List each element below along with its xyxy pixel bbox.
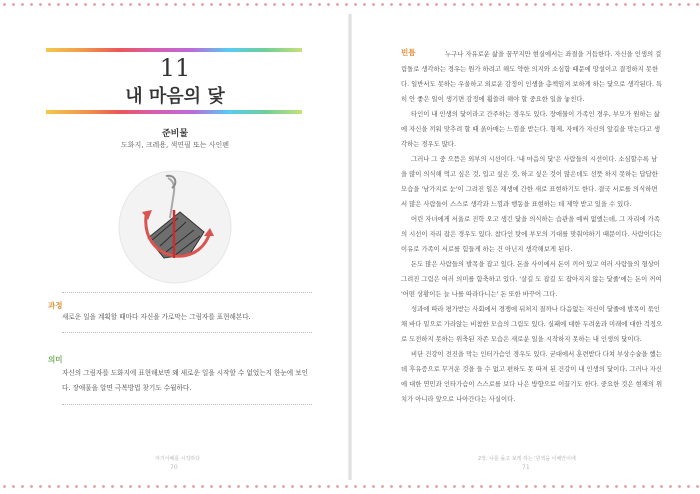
example-paragraph: 돈도 많은 사람들의 발목을 잡고 있다. 돈을 사이에서 돈이 끼어 있고 여러 사람들의 형상이 그려진 그림은 여러 의미를 함축하고 있다. '살길 도 잡길 도 잡아지지 않는 닻줄'에는 돈이 꺼여 '어떤 상황이든 늘 나를 따라다니는' 돈 또한 바꾸어 그다.	[401, 261, 662, 298]
example-paragraph: 타인이 내 인생의 닻이라고 간주하는 경우도 있다. 장애물이 가족인 경우, 부모가 원하는 삶에 자신을 끼워 맞추려 할 때 옭아매는 느낌을 받는다. 형제, 자매가 자신의 앞길을 막는다고 생각하는 경우도 많다.	[401, 111, 661, 148]
rainbow-rule-bottom	[46, 110, 302, 114]
left-page-number: 70	[170, 464, 178, 471]
left-page	[0, 14, 350, 480]
meaning-label: 의미	[48, 355, 63, 364]
divider-middle	[62, 332, 312, 333]
example-paragraph: 성과에 따라 평가받는 사회에서 경쟁에 뒤처지 질까나 다음없는 자신이 닻줄에 발목이 묶인 채 바다 밑으로 가라앉는 비참한 모습의 그림도 있다. 실패에 대한 두려움과 미래에 대한 걱정으로 도전하지 못하는 위축된 자존 모습은 새로운 일을 시작하지 못하는 내 인생의 닻이다.	[401, 306, 663, 343]
example-paragraph: 어린 자녀에게 서울로 진학 오고 생긴 닻을 의식하는 습관을 예써 없앴는데, 그 자리에 가족의 시선이 자리 잡은 경우도 있다. 참다인 탓에 부모의 기대를 맞춰야하기 때문이다. 사람이다는 이유로 가족이 서로를 힘들게 하는 건 아닌지 생각해보게 된다.	[401, 216, 663, 253]
preparation-label: 준비물	[161, 129, 189, 139]
right-page-number: 71	[522, 464, 530, 471]
right-footer-title: 2장. 나를 돌고 보게 하는 '원색을 이해안이에	[478, 456, 576, 462]
anchor-drawing-image	[118, 170, 232, 284]
chapter-title: 내 마음의 닻	[125, 86, 225, 107]
example-paragraph: 누구나 자유로운 삶을 꿈꾸지만 현실에서는 좌절을 거듭한다. 자신을 인생의 걸림돌로 생각하는 경우는 뭔가 하려고 해도 약한 의지와 소심함 때문에 망설이고 결정하지 못한다. 일반서도 못하는 우울하고 외로운 감정이 인생을 총책임져 보하게 하는 닻으로 생각된다. 특히 안 좋은 일이 생기면 감정에 휩쓸려 해야 할 중요한 일을 놓친다.	[401, 51, 663, 103]
example-paragraph: 그러나 그 중 으뜸은 외부의 시선이다. '내 마음의 닻'은 사람들의 시선이다. 소심할수록 남을 많이 의식해 먹고 싶은 것, 입고 싶은 것, 하고 싶은 것이 많은데도 선뜻 하지 못하는 답답한 모습을 '남가지로 눈'이 그려진 일은 재생에 간한 새로 표현하기도 한다. 결국 서로를 의식하면서 많은 사람들이 스스로 생각과 느낌과 행동을 표현하는 데 제약 받고 있을 수 있다.	[401, 156, 658, 208]
rainbow-rule-top	[46, 48, 302, 52]
left-footer-title: 자기이해를 시작하다	[155, 456, 201, 462]
divider-top	[62, 292, 312, 293]
top-dot-border	[0, 0, 700, 12]
process-label: 과정	[48, 301, 63, 310]
process-text: 새로운 일을 계획할 때마다 자신을 가로막는 그림자를 표현해본다.	[62, 313, 251, 321]
preparation-items: 도화지, 크레용, 색연필 또는 사인펜	[120, 141, 230, 149]
meaning-text: 자신의 그림자를 도화지에 표현해보면 왜 새로운 일을 시작할 수 없었는지 한눈에 보인다. 장애물을 알면 극복방법 찾기도 수월하다.	[62, 369, 308, 392]
chapter-number: 11	[159, 54, 191, 82]
bottom-dot-border	[0, 482, 700, 494]
example-body	[401, 47, 663, 407]
right-page	[350, 14, 700, 480]
example-label: 빈틈	[401, 48, 416, 57]
example-paragraph: 비단 건강이 전진을 막는 인터가슴인 경우도 있다. 굳대에서 훈련받다 다쳐 부상수술을 했는데 후유증으로 무거운 것을 들 수 없고 편하도 못 따져 된 건강이 내 인생의 닻이다. 그러나 자신에 대한 연민과 인타가슴이 스스로를 보다 나은 방향으로 이끌기도 한다. 중요한 것은 현재의 위치가 아니라 앞으로 나아간다는 사실이다.	[401, 351, 663, 403]
divider-bottom	[62, 404, 312, 405]
